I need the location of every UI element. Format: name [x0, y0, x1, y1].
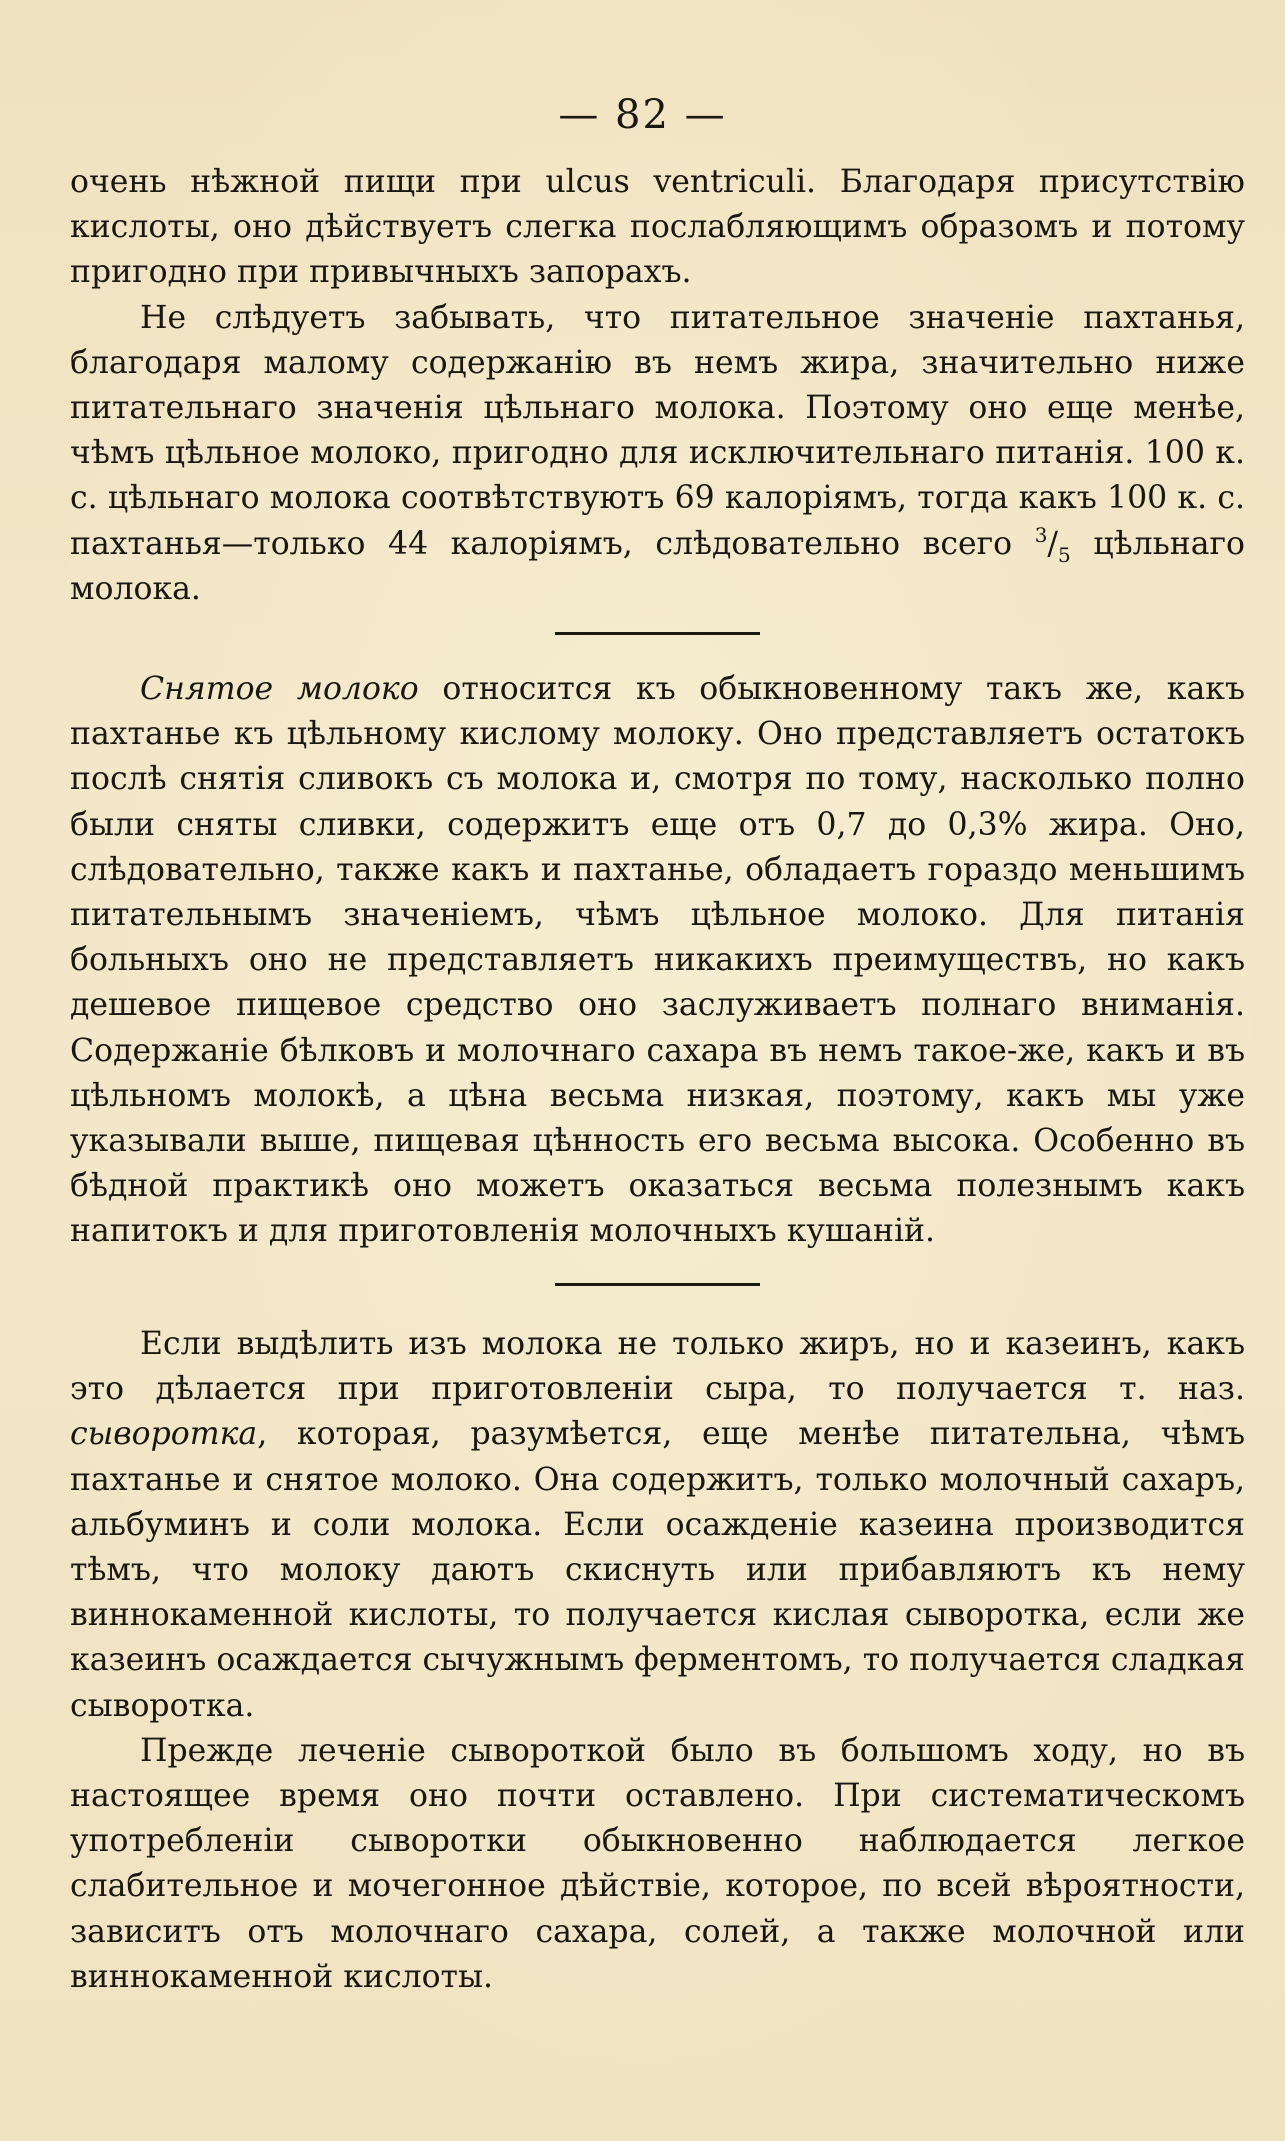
term-italic: сыворотка [70, 1416, 258, 1453]
paragraph [70, 1322, 1245, 1729]
paragraph-text: цѣльнаго молока. [70, 525, 1246, 607]
term-italic: Снятое молоко [140, 671, 419, 707]
fraction-numerator: 3 [1034, 522, 1048, 547]
paragraph: Не слѣдуетъ забывать, что питательное значеніе пахтанья, благодаря малому содержанію въ немъ жира, значительно ниже питательнаго значенія цѣльнаго молока. Поэтому оно еще менѣе, чѣмъ цѣльное молоко, пригодно для исключительнаго питанія. 100 к. с. цѣльнаго молока соотвѣтствуютъ 69 калоріямъ, тогда какъ 100 к. с. пахтанья—только 44 калоріямъ, слѣдовательно всего $^3/_5$ цѣльнаго молока. [70, 299, 1246, 607]
paragraph: очень нѣжной пищи при ulcus ventriculi. Благодаря присутствію кислоты, оно дѣйствуетъ слегка послабляющимъ образомъ и потому пригодно при привычныхъ запорахъ. [70, 164, 1245, 291]
fraction-denominator: 5 [1058, 542, 1071, 567]
paragraph: Прежде леченіе сывороткой было въ большомъ ходу, но въ настоящее время оно почти оставлено. При систематическомъ употребленіи сыворотки обыкновенно наблюдается легкое слабительное и мочегонное дѣйствіе, которое, по всей вѣроятности, зависитъ отъ молочнаго сахара, солей, а также молочной или виннокаменной кислоты. [70, 1732, 1245, 1995]
page-number: — 82 — [558, 92, 727, 138]
paragraph-text: Не слѣдуетъ забывать, что питательное значеніе пахтанья, благодаря малому содержанію въ немъ жира, значительно ниже питательнаго значенія цѣльнаго молока. Поэтому оно еще менѣе, чѣмъ цѣльное молоко, пригодно для исключительнаго питанія. 100 к. с. цѣльнаго молока соотвѣтствуютъ 69 калоріямъ, тогда какъ 100 к. с. пахтанья—только 44 калоріямъ, слѣдовательно всего [70, 299, 1245, 562]
section-divider [555, 632, 760, 635]
section-buttermilk-end [70, 160, 1245, 612]
section-skimmed-milk [70, 667, 1245, 1255]
section-whey [70, 1322, 1245, 2000]
paragraph-text: , которая, разумѣется, еще менѣе питательна, чѣмъ пахтанье и снятое молоко. Она содержитъ, только молочный сахаръ, альбуминъ и соли молока. Если осажденіе казеина производится тѣмъ, что молоку даютъ скиснуть или прибавляютъ къ нему виннокаменной кислоты, то получается кислая сыворотка, если же казеинъ осаждается сычужнымъ ферментомъ, то получается сладкая сыворотка. [70, 1416, 1245, 1724]
paragraph-text: Если выдѣлить изъ молока не только жиръ, но и казеинъ, какъ это дѣлается при приготовленіи сыра, то получается т. наз. [70, 1326, 1245, 1408]
paragraph [70, 667, 1245, 1255]
section-divider [555, 1283, 760, 1286]
paragraph-text: относится къ обыкновенному такъ же, какъ пахтанье къ цѣльному кислому молоку. Оно представляетъ остатокъ послѣ снятія сливокъ съ молока и, смотря по тому, насколько полно были сняты сливки, содержитъ еще отъ 0,7 до 0,3% жира. Оно, слѣдовательно, также какъ и пахтанье, обладаетъ гораздо меньшимъ питательнымъ значеніемъ, чѣмъ цѣльное молоко. Для питанія больныхъ оно не представляетъ никакихъ преимуществъ, но какъ дешевое пищевое средство оно заслуживаетъ полнаго вниманія. Содержаніе бѣлковъ и молочнаго сахара въ немъ такое-же, какъ и въ цѣльномъ молокѣ, а цѣна весьма низкая, поэтому, какъ мы уже указывали выше, пищевая цѣнность его весьма высока. Особенно въ бѣдной практикѣ оно можетъ оказаться весьма полезнымъ какъ напитокъ и для приготовленія молочныхъ кушаній. [70, 671, 1246, 1250]
